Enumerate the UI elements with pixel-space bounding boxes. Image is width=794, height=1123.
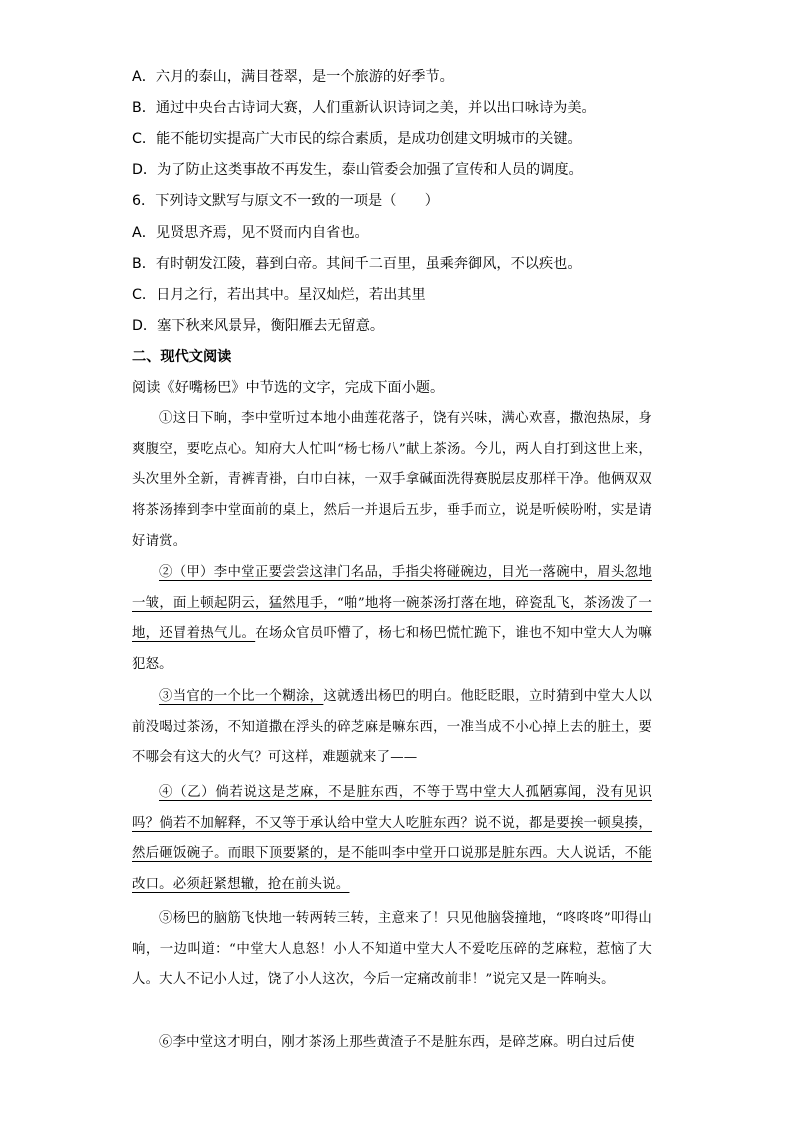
passage-paragraph-2 [132,558,652,681]
q6-option-d: D．塞下秋来风景异，衡阳雁去无留意。 [132,318,385,334]
q5-option-a: A．六月的泰山，满目苍翠，是一个旅游的好季节。 [132,69,454,85]
passage-paragraph-1: ①这日下晌，李中堂听过本地小曲莲花落子，饶有兴味，满心欢喜，撒泡热尿，身爽腹空，要吃点心。知府大人忙叫“杨七杨八”献上茶汤。今儿，两人自打到这世上来，头次里外全新，青裤青褂，白巾白袜，一双手拿碱面洗得赛脱层皮那样干净。他俩双双将茶汤捧到李中堂面前的桌上，然后一并退后五步，垂手而立，说是听候吩咐，实是请好请赏。 [132,411,652,549]
underlined-sentence-3: ③当官的一个比一个糊涂， [159,689,324,704]
q6-option-b: B．有时朝发江陵，暮到白帝。其间千二百里，虽乘奔御风，不以疾也。 [132,256,582,272]
passage-paragraph-6: ⑥李中堂这才明白，刚才茶汤上那些黄渣子不是脏东西，是碎芝麻。明白过后使 [159,1035,635,1050]
paragraph-3-rest: 这就透出杨巴的明白。他眨眨眼，立时猜到中堂大人以前没喝过茶汤，不知道撒在浮头的碎芝麻是嘛东西，一准当成不小心掉上去的脏土，要不哪会有这大的火气？可这样，难题就来了—— [132,689,652,766]
section-instruction: 阅读《好嘴杨巴》中节选的文字，完成下面小题。 [132,380,445,396]
q5-option-b: B．通过中央台古诗词大赛，人们重新认识诗词之美，并以出口咏诗为美。 [132,100,596,116]
passage-paragraph-3 [132,682,652,774]
underlined-sentence-jia: ②（甲）李中堂正要尝尝这津门名品，手指尖将碰碗边，目光一落碗中，眉头忽地一皱，面上顿起阴云，猛然甩手，“啪”地将一碗茶汤打落在地，碎瓷乱飞，茶汤泼了一地，还冒着热气儿。 [132,565,652,642]
passage-paragraph-4: ④（乙）倘若说这是芝麻，不是脏东西，不等于骂中堂大人孤陋寡闻，没有见识吗？倘若不加解释，不又等于承认给中堂大人吃脏东西？说不说，都是要挨一顿臭揍，然后砸饭碗子。而眼下顶要紧的，是不能叫李中堂开口说那是脏东西。大人说话，不能改口。必须赶紧想辙，抢在前头说。 [132,785,652,893]
passage-paragraph-5: ⑤杨巴的脑筋飞快地一转两转三转，主意来了！只见他脑袋撞地，“咚咚咚”叩得山响，一边叫道：“中堂大人息怒！小人不知道中堂大人不爱吃压碎的芝麻粒，惹恼了大人。大人不记小人过，饶了小人这次，今后一定痛改前非！”说完又是一阵响头。 [132,911,652,988]
paragraph-2-rest: 在场众官员吓懵了，杨七和杨巴慌忙跪下，谁也不知中堂大人为嘛犯怒。 [132,626,652,673]
q6-option-c: C．日月之行，若出其中。星汉灿烂，若出其里 [132,287,426,303]
section-title: 二、现代文阅读 [132,349,232,365]
q5-option-d: D．为了防止这类事故不再发生，泰山管委会加强了宣传和人员的调度。 [132,162,583,178]
q6-stem: 6．下列诗文默写与原文不一致的一项是（ ） [132,193,439,209]
q5-option-c: C．能不能切实提高广大市民的综合素质，是成功创建文明城市的关键。 [132,131,582,147]
q6-option-a: A．见贤思齐焉，见不贤而内自省也。 [132,225,369,241]
